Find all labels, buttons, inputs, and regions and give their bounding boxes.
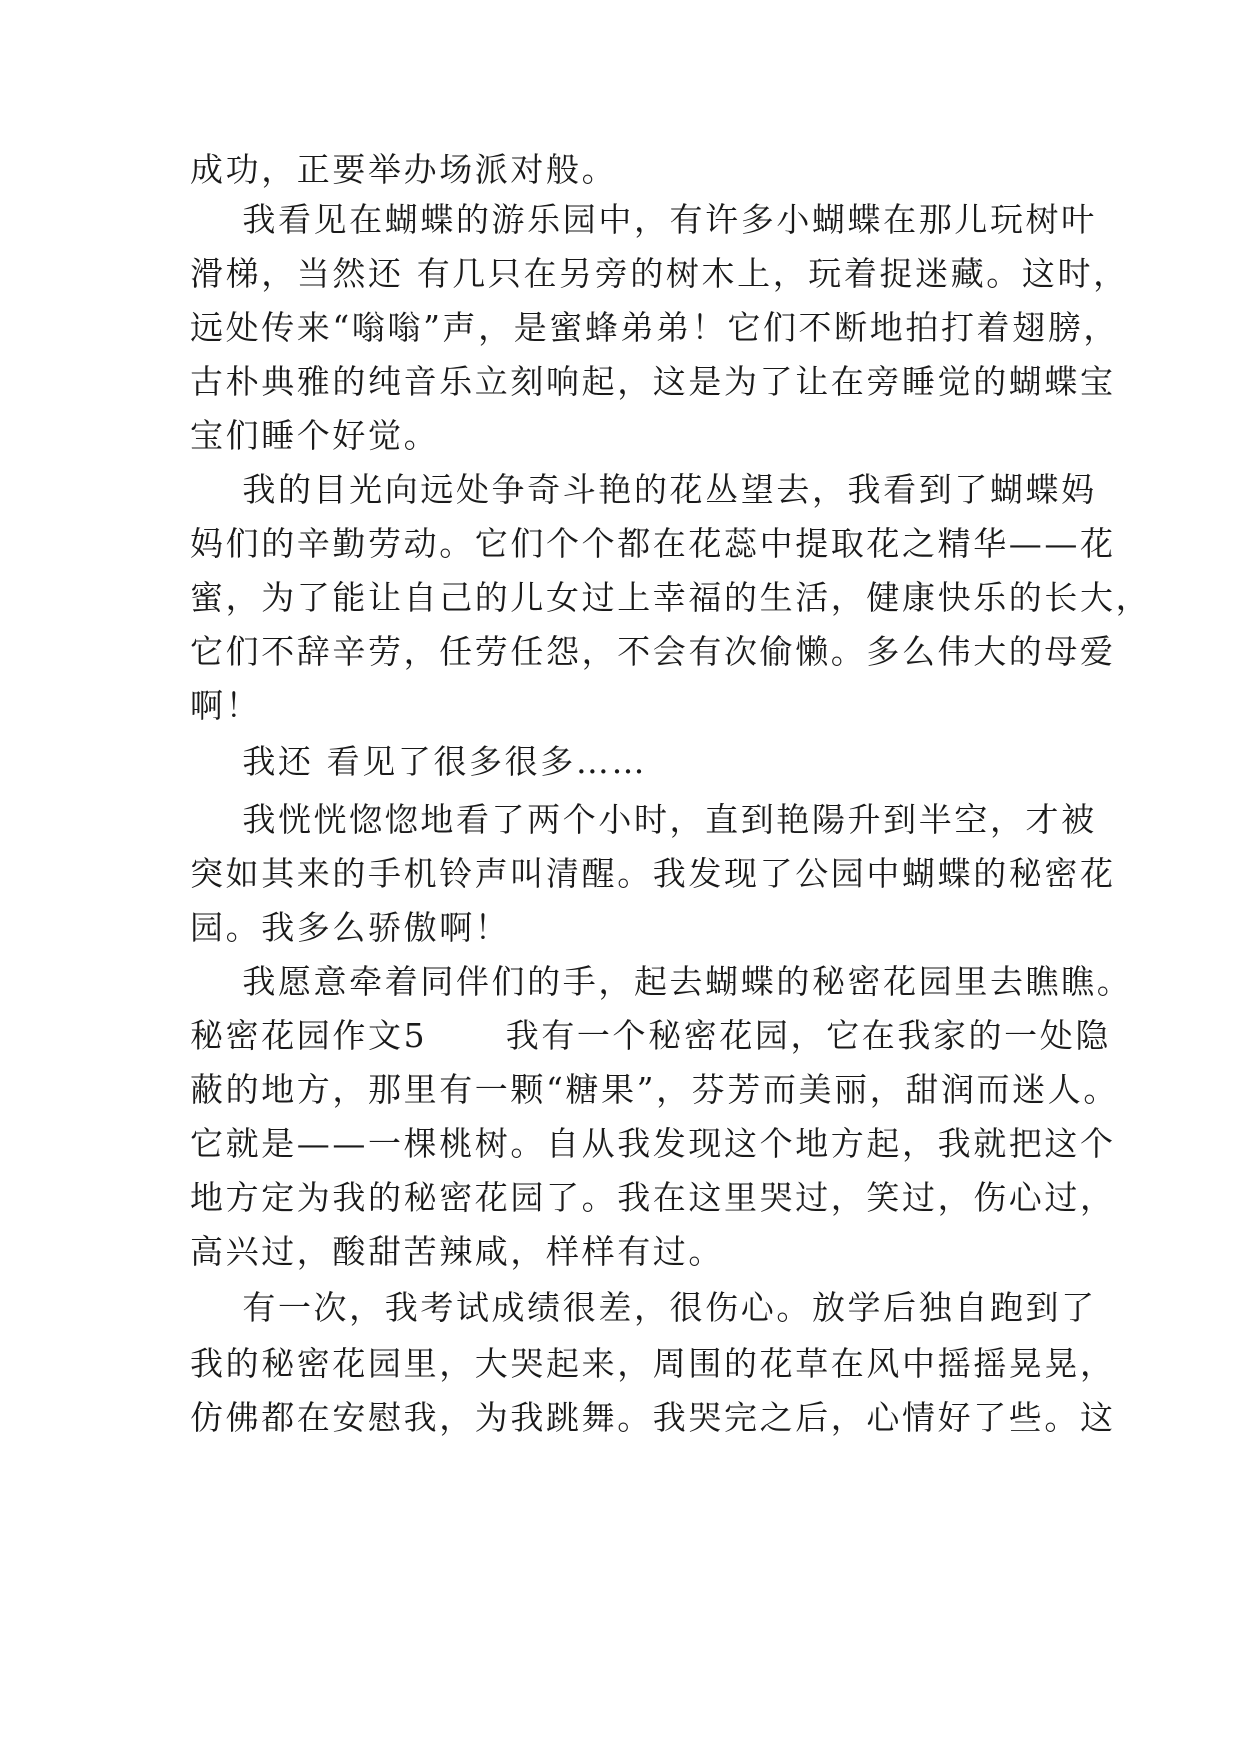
- text-line: 蔽的地方，那里有一颗“糖果”，芬芳而美丽，甜润而迷人。: [190, 1070, 1119, 1109]
- text-line: 滑梯，当然还 有几只在另旁的树木上，玩着捉迷藏。这时，: [190, 254, 1129, 293]
- text-line: 妈们的辛勤劳动。它们个个都在花蕊中提取花之精华——花: [190, 524, 1116, 563]
- text-line: 它们不辞辛劳，任劳任怨，不会有次偷懒。多么伟大的母爱: [190, 632, 1116, 671]
- text-line: 突如其来的手机铃声叫清醒。我发现了公园中蝴蝶的秘密花: [190, 854, 1116, 893]
- text-line: 成功，正要举办场派对般。: [190, 150, 618, 189]
- text-line: 我的秘密花园里，大哭起来，周围的花草在风中摇摇晃晃，: [190, 1344, 1116, 1383]
- text-line: 地方定为我的秘密花园了。我在这里哭过，笑过，伤心过，: [190, 1178, 1116, 1217]
- text-line: 园。我多么骄傲啊！: [190, 908, 511, 947]
- text-line: 有一次，我考试成绩很差，很伤心。放学后独自跑到了: [190, 1288, 1097, 1327]
- text-line: 它就是——一棵桃树。自从我发现这个地方起，我就把这个: [190, 1124, 1116, 1163]
- text-line: 宝们睡个好觉。: [190, 416, 440, 455]
- text-line: 高兴过，酸甜苦辣咸，样样有过。: [190, 1232, 724, 1271]
- text-line: 我看见在蝴蝶的游乐园中，有许多小蝴蝶在那儿玩树叶: [190, 200, 1097, 239]
- text-line: 我的目光向远处争奇斗艳的花丛望去，我看到了蝴蝶妈: [190, 470, 1097, 509]
- text-line: 仿佛都在安慰我，为我跳舞。我哭完之后，心情好了些。这: [190, 1398, 1116, 1437]
- text-line: 我愿意牵着同伴们的手，起去蝴蝶的秘密花园里去瞧瞧。: [190, 962, 1133, 1001]
- text-line: 蜜，为了能让自己的儿女过上幸福的生活，健康快乐的长大，: [190, 578, 1152, 617]
- text-line: 啊！: [190, 686, 262, 725]
- text-line: 我恍恍惚惚地看了两个小时，直到艳陽升到半空，才被: [190, 800, 1097, 839]
- text-line: 秘密花园作文5 我有一个秘密花园，它在我家的一处隐: [190, 1016, 1111, 1055]
- text-line: 我还 看见了很多很多……: [190, 742, 648, 781]
- text-line: 古朴典雅的纯音乐立刻响起，这是为了让在旁睡觉的蝴蝶宝: [190, 362, 1116, 401]
- text-line: 远处传来“嗡嗡”声，是蜜蜂弟弟！它们不断地拍打着翅膀，: [190, 308, 1119, 347]
